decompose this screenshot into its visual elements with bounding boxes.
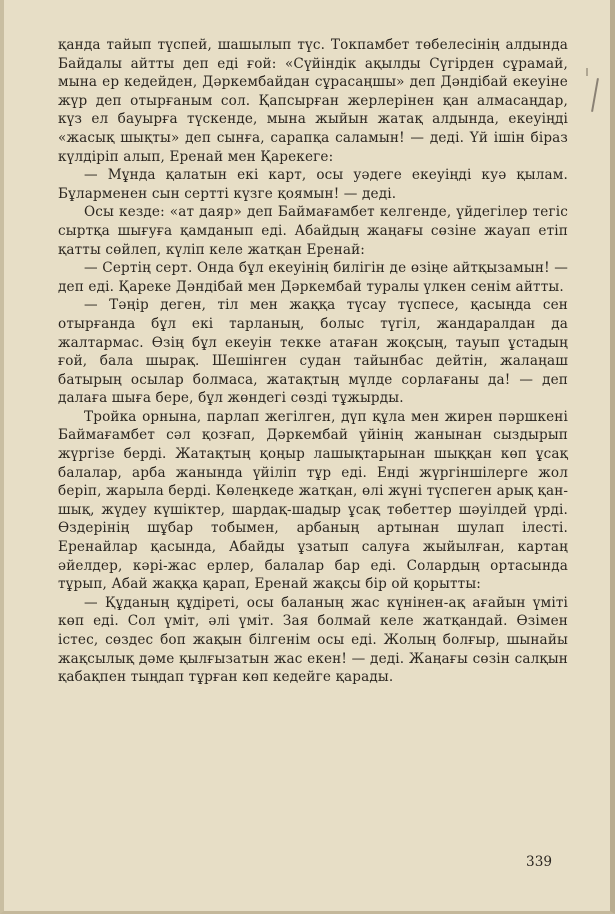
paragraph-3: Осы кезде: «ат даяр» деп Баймағамбет келгенде, үйдегілер тегіс сыртқа шығуға қамданып еді. Абайдың жаңағы сөзіне жауап етіп қатты сөйлеп, күліп келе жатқан Еренай:	[58, 204, 568, 258]
paragraph-7: — Құданың құдіреті, осы баланың жас күнінен-ақ ағайын үміті көп еді. Сол үміт, әлі үміт. Зая болмай келе жатқандай. Өзімен істес, сөздес боп жақын білгенім осы еді. Жолың болғыр, шынайы жақсылық дәме қылғызатын жас екен! — деді. Жаңағы сөзін салқын қабақпен тыңдап тұрған көп кедейге қарады.	[58, 594, 568, 686]
paragraph-1: қанда тайып түспей, шашылып түс. Токпамбет төбелесінің алдында Байдалы айтты деп еді ғой: «Сүйіндік ақылды Сүгірден сұрамай, мына ер кедейден, Дәркембайдан сұрасаңшы» деп Дәндібай екеуіне жүр деп отырғаным сол. Қапсырған жерлерінен қан алмасаңдар, күз ел бауырға түскенде, мына жыйын жатақ алдында, екеуіңді «жасық шықты» деп сынға, сарапқа саламын! — деді. Үй ішін біраз күлдіріп алып, Еренай мен Қарекеге:	[58, 37, 568, 165]
page-body	[58, 36, 568, 687]
margin-mark	[586, 68, 588, 76]
paragraph-2: — Мұнда қалатын екі карт, осы уәдеге екеуіңді куә қылам. Бұларменен сын сертті күзге қоямын! — деді.	[58, 167, 568, 202]
paragraph-5: — Тәңір деген, тіл мен жаққа түсау түспесе, қасыңда сен отырғанда бұл екі тарланың, болыс түгіл, жандаралдан да жалтармас. Өзің бұл екеуін текке атаған жоқсың, тауып ұстадың ғой, бала шырақ. Шешінген судан тайынбас дейтін, жалаңаш батырың осылар болмаса, жатақтың мүлде сорлағаны да! — деп далаға шыға бере, бұл жөндегі сөзді тұжырды.	[58, 297, 568, 407]
paragraph-6: Тройка орнына, парлап жегілген, дүп құла мен жирен пәршкені Баймағамбет сәл қозғап, Дәркембай үйінің жанынан сыздырып жүргізе берді. Жатақтың қоңыр лашықтарынан шыққан көп ұсақ балалар, арба жанында үйіліп тұр еді. Енді жүргіншілерге жол беріп, жарыла берді. Көлеңкеде жатқан, өлі жүні түспеген арық қаншық, жүдеу күшіктер, шардақ-шадыр ұсақ төбеттер шәуілдей үрді. Өздерінің шұбар тобымен, арбаның артынан шулап ілесті. Еренайлар қасында, Абайды ұзатып салуға жыйылған, картаң әйелдер, кәрі-жас ерлер, балалар бар еді. Солардың ортасында тұрып, Абай жаққа қарап, Еренай жақсы бір ой қорытты:	[58, 408, 568, 593]
page-number: 339	[526, 854, 552, 870]
margin-mark	[591, 78, 599, 112]
paragraph-4: — Сертің серт. Онда бұл екеуінің билігін де өзіңе айтқызамын! — деп еді. Қареке Дәндібай мен Дәркембай туралы үлкен сенім айтты.	[58, 260, 568, 295]
